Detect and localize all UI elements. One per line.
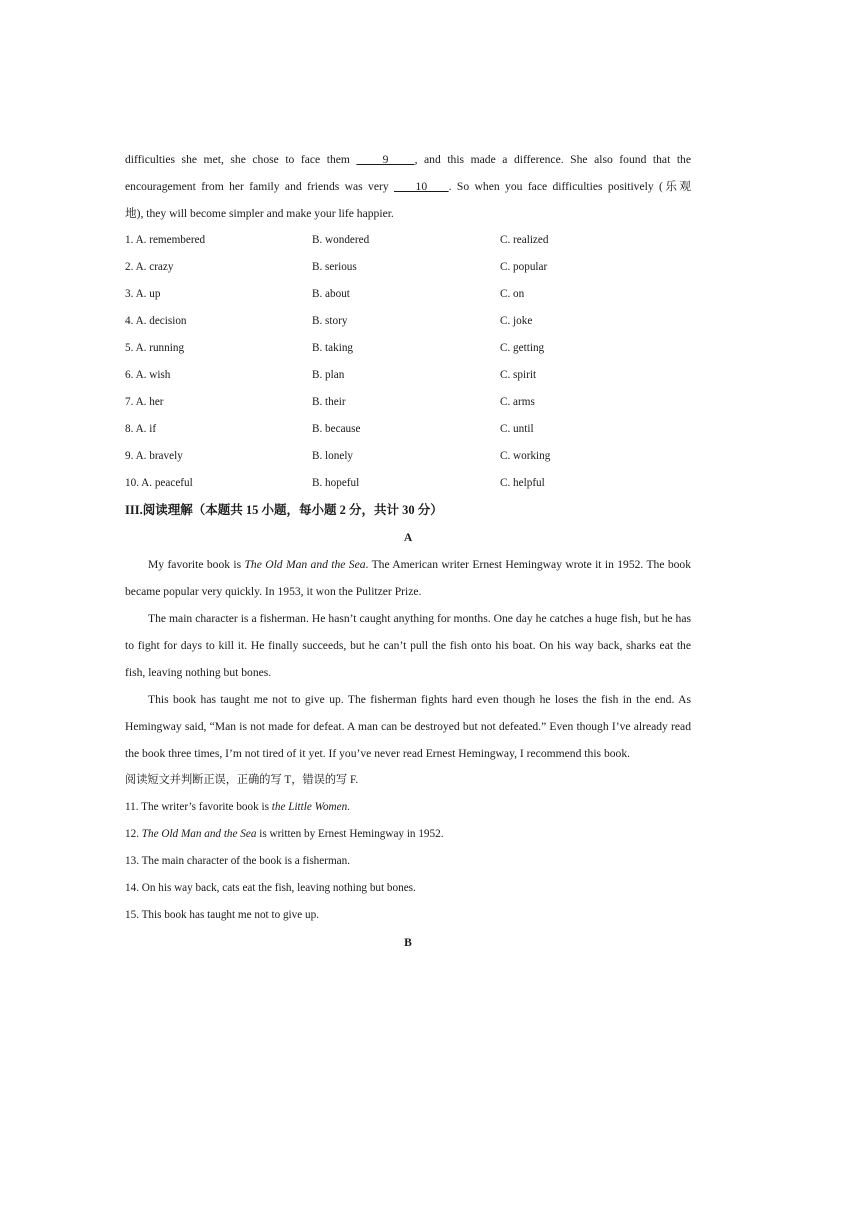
book-title: The Old Man and the Sea	[141, 828, 257, 840]
passage-a-heading: A	[403, 531, 413, 544]
passage-b-heading: B	[404, 936, 412, 949]
option-row	[125, 335, 691, 362]
option-row	[125, 470, 691, 497]
passage-a-paragraph-2: The main character is a fisherman. He hasn’t caught anything for months. One day he catches a huge fish, but he has to fight for days to kill it. He finally succeeds, but he can’t pull the fish onto his boat. On his way back, sharks eat the fish, leaving nothing but bones.	[125, 612, 691, 679]
cloze-line-1	[125, 146, 691, 173]
option-c: C. joke	[500, 315, 533, 327]
passage-a-paragraph-3: This book has taught me not to give up. The fisherman fights hard even though he loses the fish in the end. As Hemingway said, “Man is not made for defeat. A man can be destroyed but not defeated.” Even though I’ve already read the book three times, I’m not tired of it yet. If you’ve never read Ernest Hemingway, I recommend this book.	[125, 693, 691, 760]
question-text: 11. The writer’s favorite book is	[125, 801, 272, 813]
option-row	[125, 308, 691, 335]
option-c: C. popular	[500, 261, 548, 273]
option-a: 5. A. running	[125, 342, 185, 354]
option-b: B. story	[312, 315, 348, 327]
question-12	[125, 821, 444, 848]
option-b: B. about	[312, 288, 350, 300]
cloze-line-3: 地), they will become simpler and make your life happier.	[125, 207, 394, 220]
option-a: 6. A. wish	[125, 369, 171, 381]
option-a: 8. A. if	[125, 423, 157, 435]
question-14: 14. On his way back, cats eat the fish, leaving nothing but bones.	[125, 882, 416, 894]
option-c: C. getting	[500, 342, 545, 354]
passage-a-paragraph-1	[125, 551, 691, 605]
option-b: B. lonely	[312, 450, 354, 462]
option-row	[125, 389, 691, 416]
instruction: 阅读短文并判断正误，正确的写 T，错误的写 F.	[125, 774, 359, 786]
option-a: 4. A. decision	[125, 315, 187, 327]
option-a: 1. A. remembered	[125, 234, 206, 246]
option-a: 7. A. her	[125, 396, 164, 408]
option-b: B. taking	[312, 342, 354, 354]
option-a: 9. A. bravely	[125, 450, 183, 462]
question-text: 12.	[125, 828, 142, 840]
option-row	[125, 362, 691, 389]
option-c: C. spirit	[500, 369, 537, 381]
question-text: .	[347, 801, 350, 813]
option-c: C. on	[500, 288, 525, 300]
option-c: C. helpful	[500, 477, 545, 489]
blank-10: 10	[394, 180, 449, 193]
option-b: B. because	[312, 423, 361, 435]
option-b: B. serious	[312, 261, 357, 273]
option-c: C. working	[500, 450, 551, 462]
option-b: B. hopeful	[312, 477, 360, 489]
cloze-text: encouragement from her family and friends was very	[125, 180, 395, 193]
option-row	[125, 254, 691, 281]
question-text: is written by Ernest Hemingway in 1952.	[256, 828, 444, 840]
option-b: B. wondered	[312, 234, 370, 246]
option-a: 3. A. up	[125, 288, 161, 300]
paragraph-text: . The American writer Ernest Hemingway wrote it in 1952. The book became popular very quickly. In 1953, it won the Pulitzer Prize.	[125, 558, 692, 598]
option-row	[125, 416, 691, 443]
question-13: 13. The main character of the book is a fisherman.	[125, 855, 351, 867]
option-a: 2. A. crazy	[125, 261, 174, 273]
cloze-options	[125, 227, 691, 497]
section-title: III.阅读理解（本题共 15 小题，每小题 2 分，共计 30 分）	[125, 503, 443, 517]
option-c: C. realized	[500, 234, 549, 246]
cloze-text: , and this made a difference. She also found that the	[414, 153, 691, 166]
option-row	[125, 227, 691, 254]
option-b: B. their	[312, 396, 346, 408]
option-row	[125, 281, 691, 308]
book-title: The Old Man and the Sea	[244, 558, 366, 571]
cloze-text: . So when you face difficulties positively (乐观	[448, 180, 692, 193]
option-a: 10. A. peaceful	[125, 477, 193, 489]
blank-9: 9	[356, 153, 415, 166]
option-row	[125, 443, 691, 470]
option-c: C. arms	[500, 396, 535, 408]
cloze-line-2	[125, 173, 691, 200]
book-title: the Little Women	[271, 801, 348, 813]
question-11	[125, 794, 350, 821]
paragraph-text: My favorite book is	[148, 558, 245, 571]
option-b: B. plan	[312, 369, 345, 381]
cloze-text: difficulties she met, she chose to face them	[125, 153, 357, 166]
option-c: C. until	[500, 423, 534, 435]
question-15: 15. This book has taught me not to give up.	[125, 909, 320, 921]
